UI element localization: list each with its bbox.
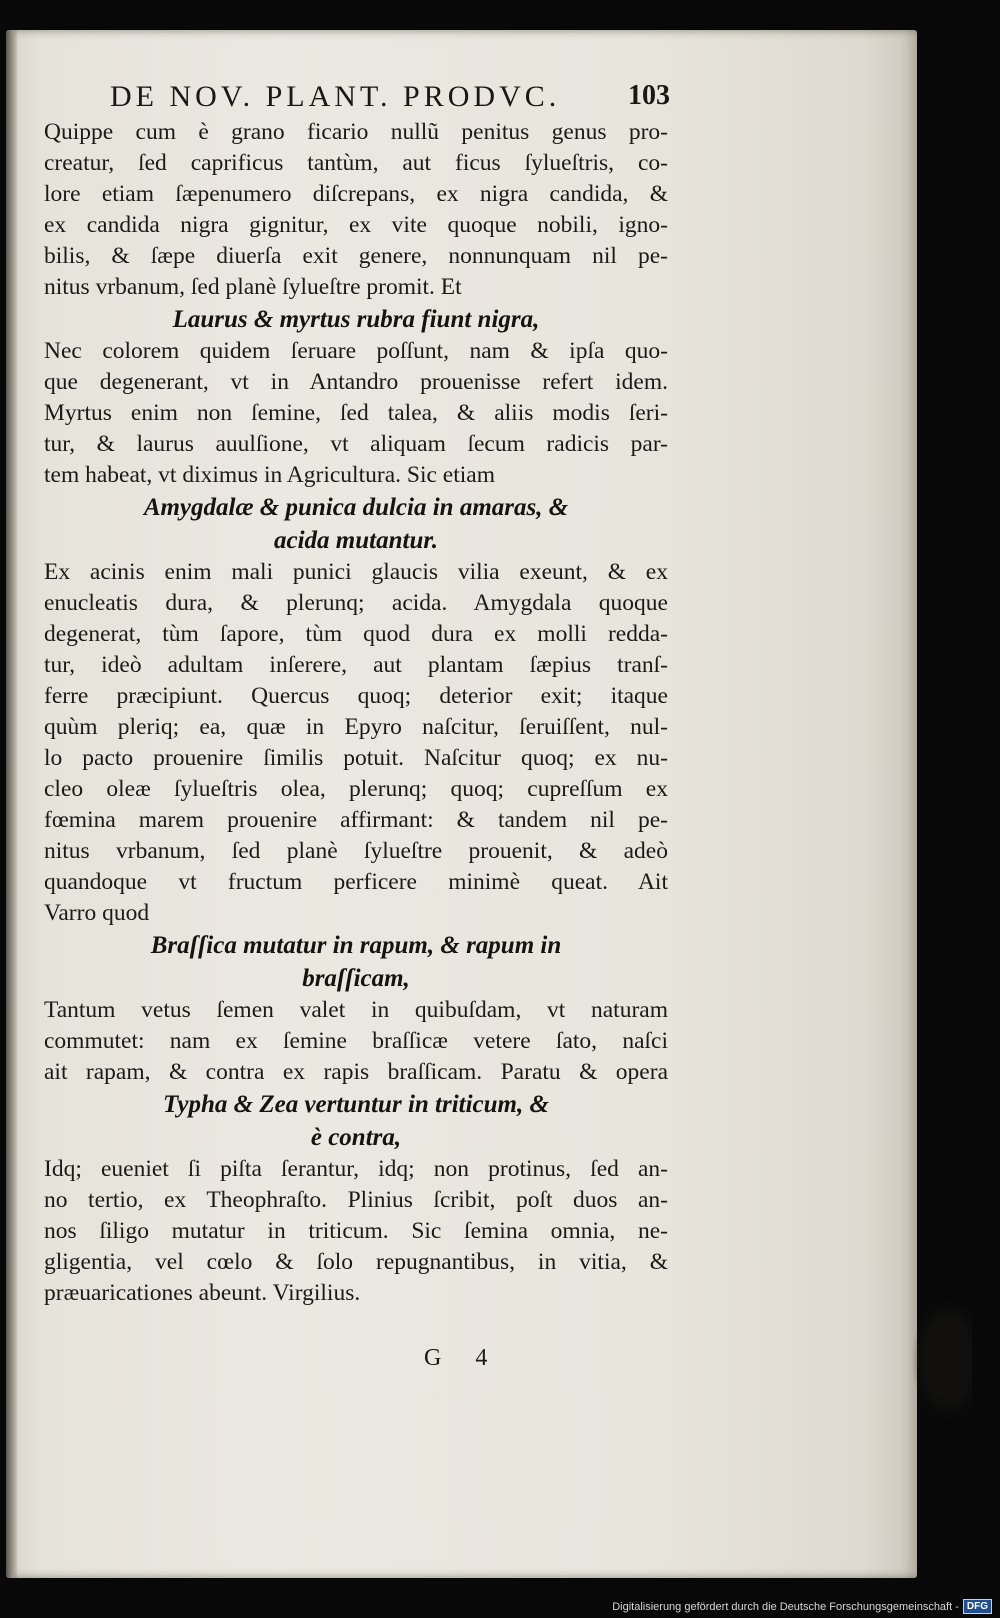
text-line: no tertio, ex Theophraſto. Plinius ſcribit, poſt duos an- — [44, 1187, 668, 1213]
text-line: enucleatis dura, & plerunq; acida. Amygdala quoque — [44, 590, 668, 616]
section-heading: Amygdalæ & punica dulcia in amaras, & — [143, 494, 569, 521]
text-line: Varro quod — [44, 900, 150, 926]
text-line: Idq; eueniet ſi piſta ſerantur, idq; non protinus, ſed an- — [44, 1156, 668, 1182]
text-line: nitus vrbanum, ſed planè ſylueſtre prouenit, & adeò — [44, 838, 668, 864]
section-heading: Braſſica mutatur in rapum, & rapum in — [150, 932, 562, 959]
running-head: DE NOV. PLANT. PRODVC. — [110, 80, 561, 113]
text-line: lore etiam ſæpenumero diſcrepans, ex nigra candida, & — [44, 181, 668, 207]
signature-mark: G 4 — [424, 1345, 502, 1371]
text-line: tur, ideò adultam inſerere, aut plantam ſæpius tranſ- — [44, 652, 668, 678]
text-line: præuaricationes abeunt. Virgilius. — [44, 1280, 361, 1306]
text-line: nos ſiligo mutatur in triticum. Sic ſemina omnia, ne- — [44, 1218, 668, 1244]
ink-stain — [912, 1300, 972, 1420]
text-line: Nec colorem quidem ſeruare poſſunt, nam & ipſa quo- — [44, 338, 668, 364]
text-line: bilis, & ſæpe diuerſa exit genere, nonnunquam nil pe- — [44, 243, 668, 269]
text-line: que degenerant, vt in Antandro prouenisse refert idem. — [44, 369, 668, 395]
text-line: nitus vrbanum, ſed planè ſylueſtre promit. Et — [44, 274, 462, 300]
text-line: Quippe cum è grano ficario nullũ penitus genus pro- — [44, 119, 668, 145]
text-line: commutet: nam ex ſemine braſſicæ vetere ſato, naſci — [44, 1028, 668, 1054]
section-heading: è contra, — [310, 1124, 402, 1151]
page-gutter-edge — [6, 30, 18, 1578]
text-line: ferre præcipiunt. Quercus quoq; deterior exit; itaque — [44, 683, 668, 709]
text-line: cleo oleæ ſylueſtris olea, plerunq; quoq; cupreſſum ex — [44, 776, 668, 802]
text-line: lo pacto prouenire ſimilis potuit. Naſcitur quoq; ex nu- — [44, 745, 668, 771]
text-line: creatur, ſed caprificus tantùm, aut ficus ſylueſtris, co- — [44, 150, 668, 176]
dfg-logo-icon: DFG — [963, 1599, 992, 1614]
footer-credit: Digitalisierung gefördert durch die Deutsche Forschungsgemeinschaft - — [612, 1600, 959, 1613]
text-line: Myrtus enim non ſemine, ſed talea, & aliis modis ſeri- — [44, 400, 668, 426]
text-line: gligentia, vel cœlo & ſolo repugnantibus, in vitia, & — [44, 1249, 668, 1275]
section-heading: Laurus & myrtus rubra fiunt nigra, — [172, 306, 540, 333]
section-heading: Typha & Zea vertuntur in triticum, & — [163, 1091, 549, 1118]
text-line: Ex acinis enim mali punici glaucis vilia exeunt, & ex — [44, 559, 668, 585]
text-line: tur, & laurus auulſione, vt aliquam ſecum radicis par- — [44, 431, 668, 457]
digitization-footer — [612, 1599, 992, 1614]
section-heading: acida mutantur. — [274, 527, 438, 554]
text-line: quùm plerіq; ea, quæ in Epyro naſcitur, ſeruiſſent, nul- — [44, 714, 668, 740]
page-number: 103 — [628, 80, 670, 111]
text-line: tem habeat, vt diximus in Agricultura. Sic etiam — [44, 462, 495, 488]
text-line: fœmina marem prouenire affirmant: & tandem nil pe- — [44, 807, 668, 833]
body-text — [44, 117, 668, 1309]
text-line: ex candida nigra gignitur, ex vite quoque nobili, igno- — [44, 212, 668, 238]
text-line: Tantum vetus ſemen valet in quibuſdam, vt naturam — [44, 997, 668, 1023]
text-line: ait rapam, & contra ex rapis braſſicam. Paratu & opera — [44, 1059, 668, 1085]
text-line: quandoque vt fructum perficere minimè queat. Ait — [44, 869, 668, 895]
text-line: degenerat, tùm ſapore, tùm quod dura ex molli redda- — [44, 621, 668, 647]
section-heading: braſſicam, — [302, 965, 410, 992]
